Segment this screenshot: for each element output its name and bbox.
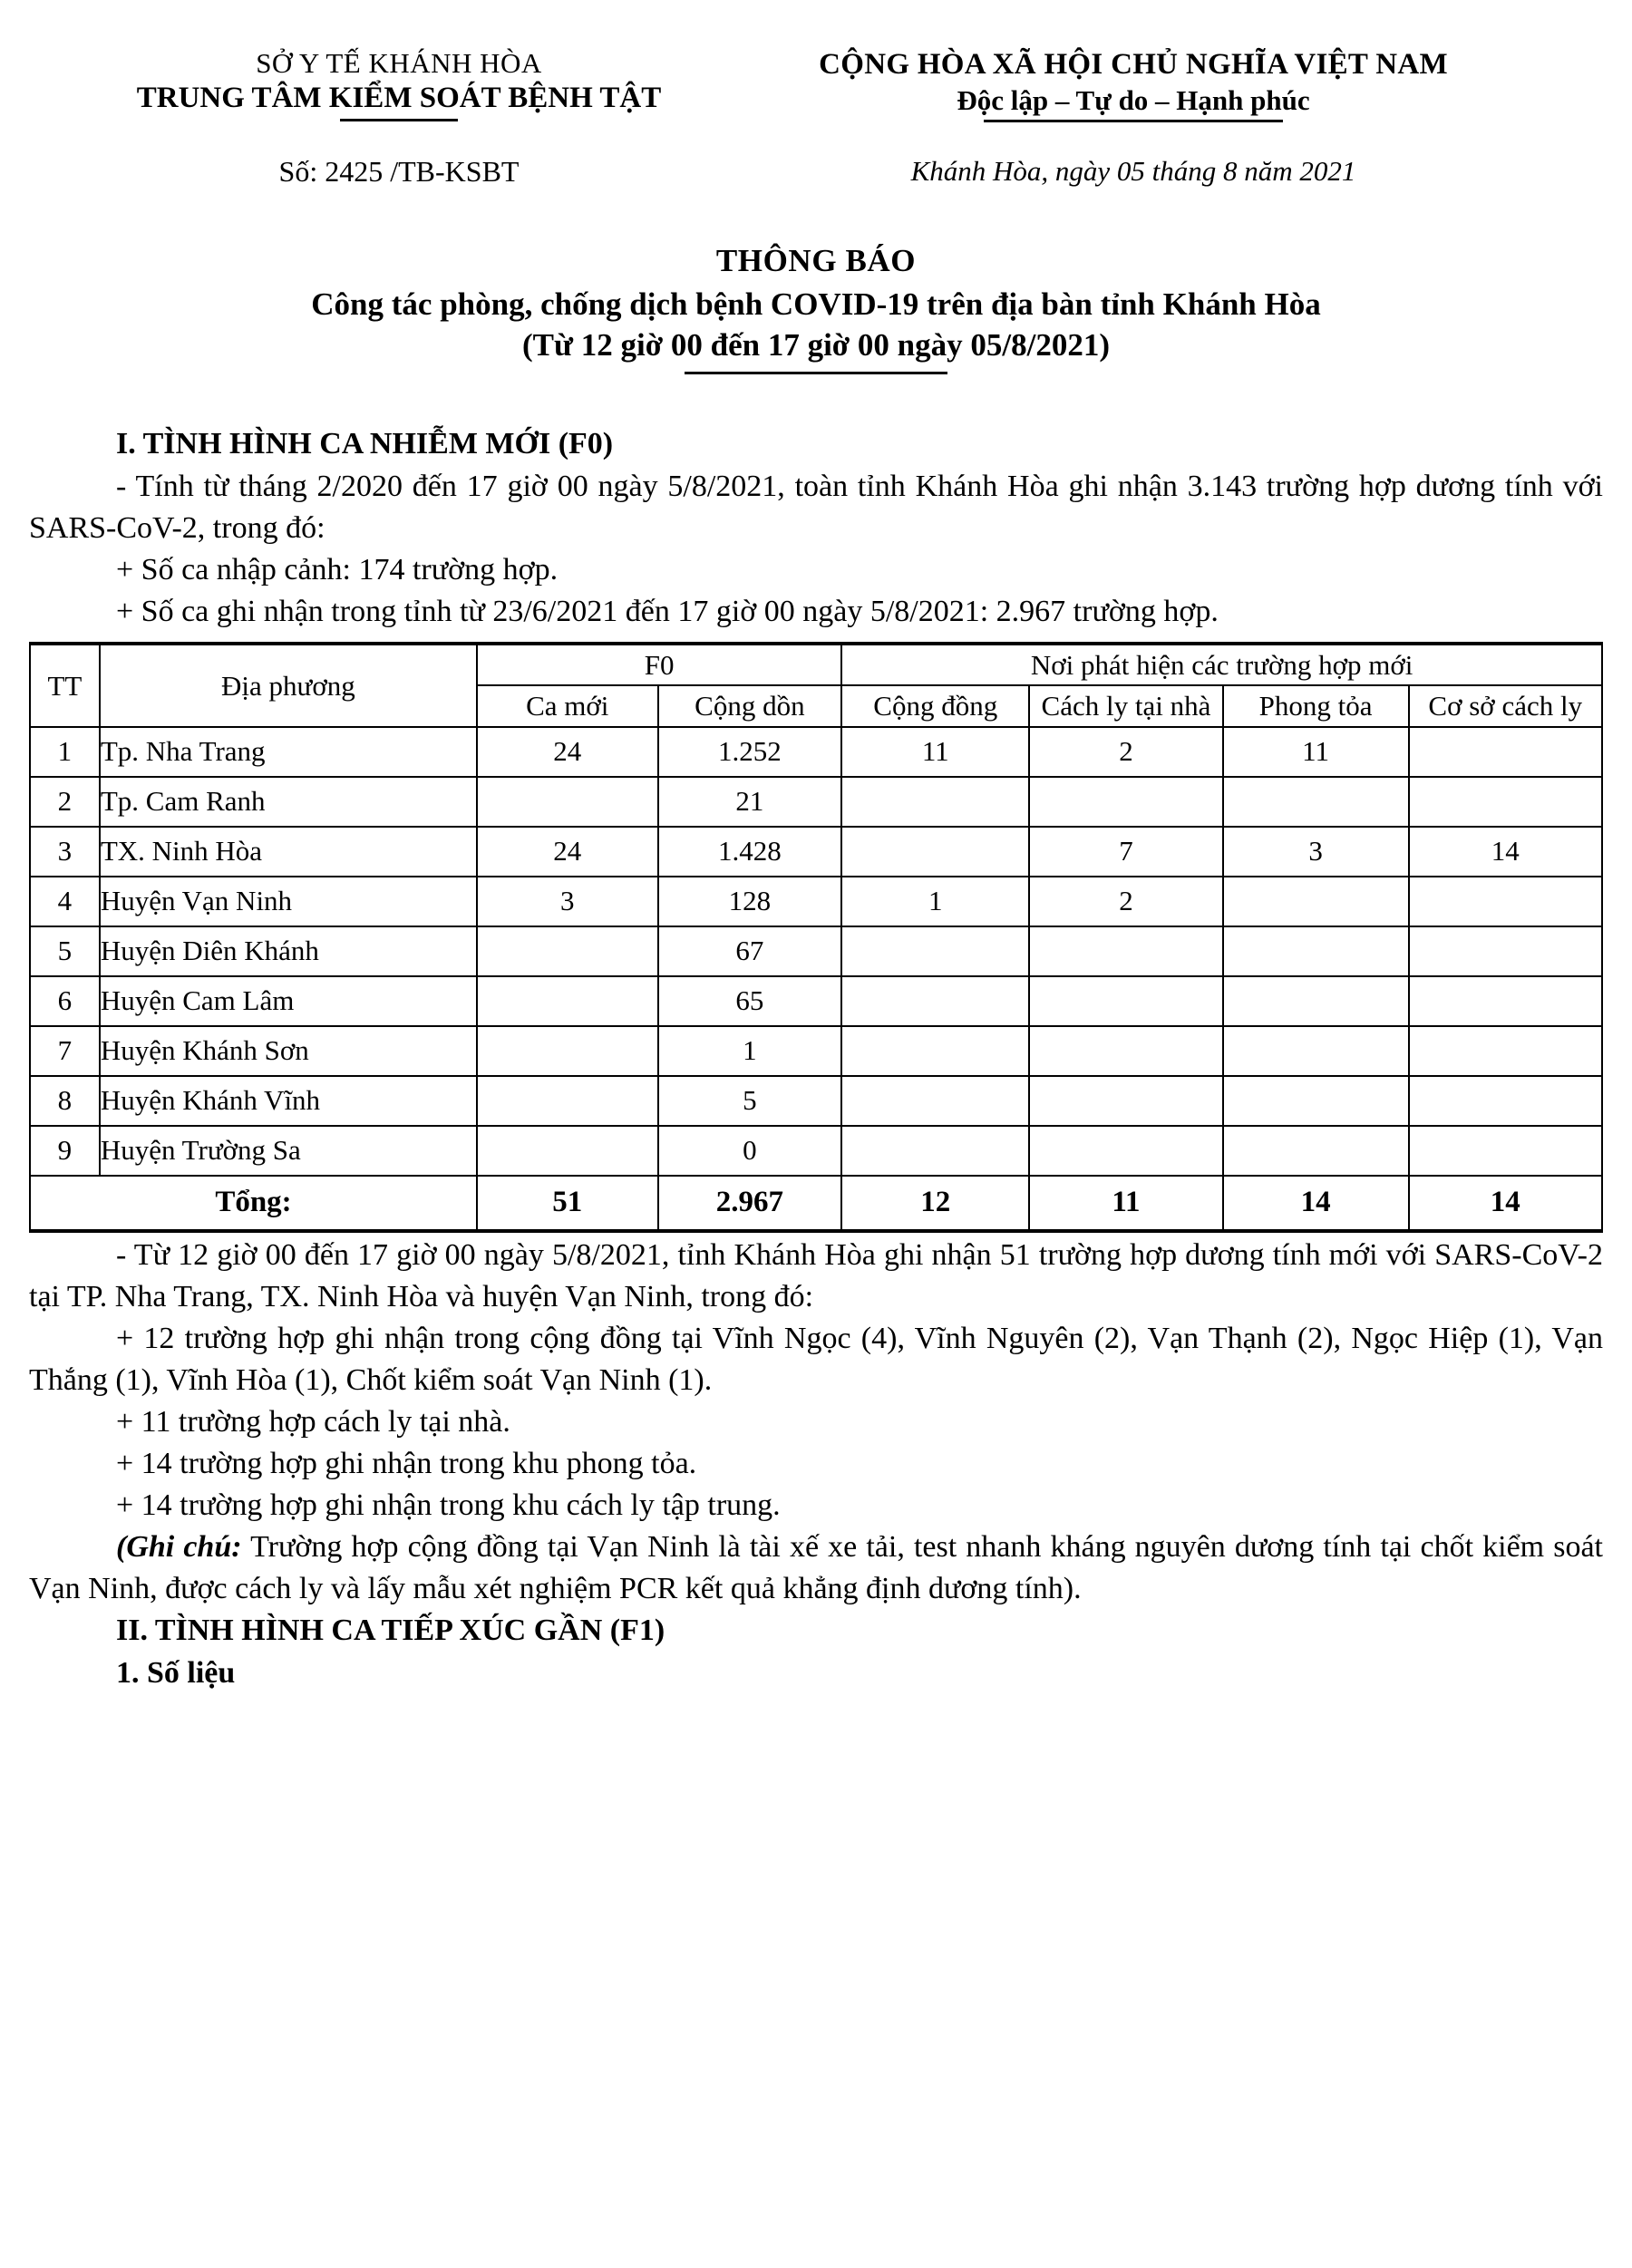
cell-cong-dong (841, 1126, 1029, 1176)
cell-cach-ly-tai-nha (1029, 1076, 1222, 1126)
cell-ca-moi: 24 (477, 827, 658, 877)
th-group-f0: F0 (477, 644, 841, 685)
table-row (30, 1026, 1602, 1076)
table-row (30, 827, 1602, 877)
cell-cach-ly-tai-nha (1029, 1026, 1222, 1076)
cell-index: 6 (30, 976, 100, 1026)
after-table-paragraph-4: + 14 trường hợp ghi nhận trong khu phong tỏa. (116, 1446, 697, 1480)
cell-locality: Huyện Vạn Ninh (100, 877, 477, 926)
th-lockdown-area: Phong tỏa (1223, 685, 1409, 726)
document-header (82, 0, 1550, 122)
cell-co-so-cach-ly: 14 (1409, 827, 1602, 877)
cell-index: 9 (30, 1126, 100, 1176)
cell-cong-don: 0 (658, 1126, 842, 1176)
cell-locality: Huyện Trường Sa (100, 1126, 477, 1176)
after-table-paragraph-3: + 11 trường hợp cách ly tại nhà. (116, 1404, 510, 1439)
note-label: (Ghi chú: (116, 1530, 242, 1564)
cell-locality: TX. Ninh Hòa (100, 827, 477, 877)
cell-co-so-cach-ly (1409, 976, 1602, 1026)
note-text: Trường hợp cộng đồng tại Vạn Ninh là tài xế xe tải, test nhanh kháng nguyên dương tính tại chốt kiểm soát Vạn Ninh, được cách ly và lấy mẫu xét nghiệm PCR kết quả khẳng định dương tính). (29, 1530, 1603, 1606)
section-one-paragraph-1: - Tính từ tháng 2/2020 đến 17 giờ 00 ngày 5/8/2021, toàn tỉnh Khánh Hòa ghi nhận 3.143 trường hợp dương tính với SARS-CoV-2, trong đó: (29, 469, 1603, 545)
table-body (30, 727, 1602, 1231)
section-one-paragraph-2: + Số ca nhập cảnh: 174 trường hợp. (116, 552, 559, 586)
cell-cach-ly-tai-nha (1029, 926, 1222, 976)
cell-cong-dong (841, 1026, 1029, 1076)
cell-ca-moi: 24 (477, 727, 658, 777)
cell-ca-moi (477, 926, 658, 976)
cell-phong-toa (1223, 1126, 1409, 1176)
cell-cong-dong (841, 777, 1029, 827)
cell-cong-don: 67 (658, 926, 842, 976)
page-title: THÔNG BÁO (715, 243, 917, 279)
cell-cach-ly-tai-nha: 7 (1029, 827, 1222, 877)
cell-ca-moi (477, 777, 658, 827)
cell-co-so-cach-ly (1409, 777, 1602, 827)
national-heading (716, 47, 1550, 122)
cell-cong-don: 1 (658, 1026, 842, 1076)
cell-locality: Tp. Cam Ranh (100, 777, 477, 827)
cell-co-so-cach-ly (1409, 1126, 1602, 1176)
th-community: Cộng đồng (841, 685, 1029, 726)
cell-co-so-cach-ly (1409, 1076, 1602, 1126)
section-two-subheading: 1. Số liệu (116, 1656, 236, 1691)
cell-cong-don: 128 (658, 877, 842, 926)
issuing-organization (82, 47, 716, 122)
section-one-details (29, 1235, 1603, 1695)
cell-ca-moi: 3 (477, 877, 658, 926)
department-name: SỞ Y TẾ KHÁNH HÒA (256, 47, 542, 79)
cell-index: 7 (30, 1026, 100, 1076)
cell-cong-don: 1.252 (658, 727, 842, 777)
document-title-block (0, 241, 1632, 373)
cell-cong-don: 65 (658, 976, 842, 1026)
th-place: Địa phương (100, 644, 477, 727)
table-row (30, 926, 1602, 976)
th-quarantine-facility: Cơ sở cách ly (1409, 685, 1602, 726)
th-home-quarantine: Cách ly tại nhà (1029, 685, 1222, 726)
document-reference-row (82, 122, 1550, 189)
cell-index: 4 (30, 877, 100, 926)
title-period: (Từ 12 giờ 00 đến 17 giờ 00 ngày 05/8/2021) (522, 325, 1110, 374)
cell-total-ca-moi: 51 (477, 1176, 658, 1231)
cell-cach-ly-tai-nha: 2 (1029, 727, 1222, 777)
cell-cong-dong (841, 926, 1029, 976)
table-header (30, 644, 1602, 727)
cell-total-co-so-cach-ly: 14 (1409, 1176, 1602, 1231)
cell-cong-dong (841, 1076, 1029, 1126)
after-table-paragraph-2: + 12 trường hợp ghi nhận trong cộng đồng tại Vĩnh Ngọc (4), Vĩnh Nguyên (2), Vạn Thạnh (2), Ngọc Hiệp (1), Vạn Thắng (1), Vĩnh Hòa (1), Chốt kiểm soát Vạn Ninh (1). (29, 1321, 1603, 1397)
cell-index: 5 (30, 926, 100, 976)
table-total-row (30, 1176, 1602, 1231)
cell-total-label: Tổng: (30, 1176, 477, 1231)
cell-ca-moi (477, 1026, 658, 1076)
document-date: Khánh Hòa, ngày 05 tháng 8 năm 2021 (910, 155, 1356, 188)
cell-cach-ly-tai-nha (1029, 1126, 1222, 1176)
cell-phong-toa (1223, 976, 1409, 1026)
cell-index: 8 (30, 1076, 100, 1126)
cell-co-so-cach-ly (1409, 877, 1602, 926)
table-row (30, 1076, 1602, 1126)
after-table-paragraph-5: + 14 trường hợp ghi nhận trong khu cách ly tập trung. (116, 1488, 781, 1522)
table-row (30, 877, 1602, 926)
cell-locality: Huyện Diên Khánh (100, 926, 477, 976)
title-subtitle: Công tác phòng, chống dịch bệnh COVID-19 trên địa bàn tỉnh Khánh Hòa (311, 286, 1321, 323)
cell-ca-moi (477, 976, 658, 1026)
cell-phong-toa (1223, 777, 1409, 827)
cell-index: 2 (30, 777, 100, 827)
cell-locality: Huyện Khánh Vĩnh (100, 1076, 477, 1126)
th-new-cases: Ca mới (477, 685, 658, 726)
cell-cong-dong: 1 (841, 877, 1029, 926)
national-motto: Độc lập – Tự do – Hạnh phúc (957, 83, 1309, 123)
section-one-heading: I. TÌNH HÌNH CA NHIỄM MỚI (F0) (116, 426, 614, 460)
section-one (29, 423, 1603, 633)
th-group-detection-site: Nơi phát hiện các trường hợp mới (841, 644, 1602, 685)
cell-phong-toa: 11 (1223, 727, 1409, 777)
cell-cong-don: 1.428 (658, 827, 842, 877)
cell-cach-ly-tai-nha (1029, 976, 1222, 1026)
cell-total-cong-don: 2.967 (658, 1176, 842, 1231)
country-name: CỘNG HÒA XÃ HỘI CHỦ NGHĨA VIỆT NAM (819, 48, 1448, 81)
cell-phong-toa: 3 (1223, 827, 1409, 877)
cell-total-phong-toa: 14 (1223, 1176, 1409, 1231)
table-row (30, 976, 1602, 1026)
after-table-paragraph-1: - Từ 12 giờ 00 đến 17 giờ 00 ngày 5/8/2021, tỉnh Khánh Hòa ghi nhận 51 trường hợp dương tính mới với SARS-CoV-2 tại TP. Nha Trang, TX. Ninh Hòa và huyện Vạn Ninh, trong đó: (29, 1237, 1603, 1313)
cell-ca-moi (477, 1126, 658, 1176)
cell-cong-don: 21 (658, 777, 842, 827)
cell-phong-toa (1223, 1076, 1409, 1126)
section-two-heading: II. TÌNH HÌNH CA TIẾP XÚC GẦN (F1) (116, 1614, 665, 1648)
cell-cach-ly-tai-nha (1029, 777, 1222, 827)
cell-cong-dong: 11 (841, 727, 1029, 777)
cell-phong-toa (1223, 926, 1409, 976)
cell-phong-toa (1223, 877, 1409, 926)
note-paragraph (29, 1527, 1603, 1610)
cell-total-cach-ly-tai-nha: 11 (1029, 1176, 1222, 1231)
cell-co-so-cach-ly (1409, 926, 1602, 976)
cell-locality: Huyện Cam Lâm (100, 976, 477, 1026)
section-one-paragraph-3: + Số ca ghi nhận trong tỉnh từ 23/6/2021 đến 17 giờ 00 ngày 5/8/2021: 2.967 trường hợp. (116, 594, 1219, 628)
th-tt: TT (30, 644, 100, 727)
cell-phong-toa (1223, 1026, 1409, 1076)
center-name: TRUNG TÂM KIỂM SOÁT BỆNH TẬT (137, 81, 662, 122)
cell-locality: Huyện Khánh Sơn (100, 1026, 477, 1076)
table-row (30, 727, 1602, 777)
cell-index: 1 (30, 727, 100, 777)
table-header-row-1 (30, 644, 1602, 685)
cell-index: 3 (30, 827, 100, 877)
cell-total-cong-dong: 12 (841, 1176, 1029, 1231)
cell-cong-dong (841, 827, 1029, 877)
th-cumulative: Cộng dồn (658, 685, 842, 726)
table-row (30, 1126, 1602, 1176)
cell-co-so-cach-ly (1409, 727, 1602, 777)
covid-cases-table (29, 642, 1603, 1233)
cell-cong-dong (841, 976, 1029, 1026)
cell-locality: Tp. Nha Trang (100, 727, 477, 777)
cell-ca-moi (477, 1076, 658, 1126)
cell-co-so-cach-ly (1409, 1026, 1602, 1076)
cell-cong-don: 5 (658, 1076, 842, 1126)
table-row (30, 777, 1602, 827)
document-number: Số: 2425 /TB-KSBT (278, 155, 520, 189)
cell-cach-ly-tai-nha: 2 (1029, 877, 1222, 926)
